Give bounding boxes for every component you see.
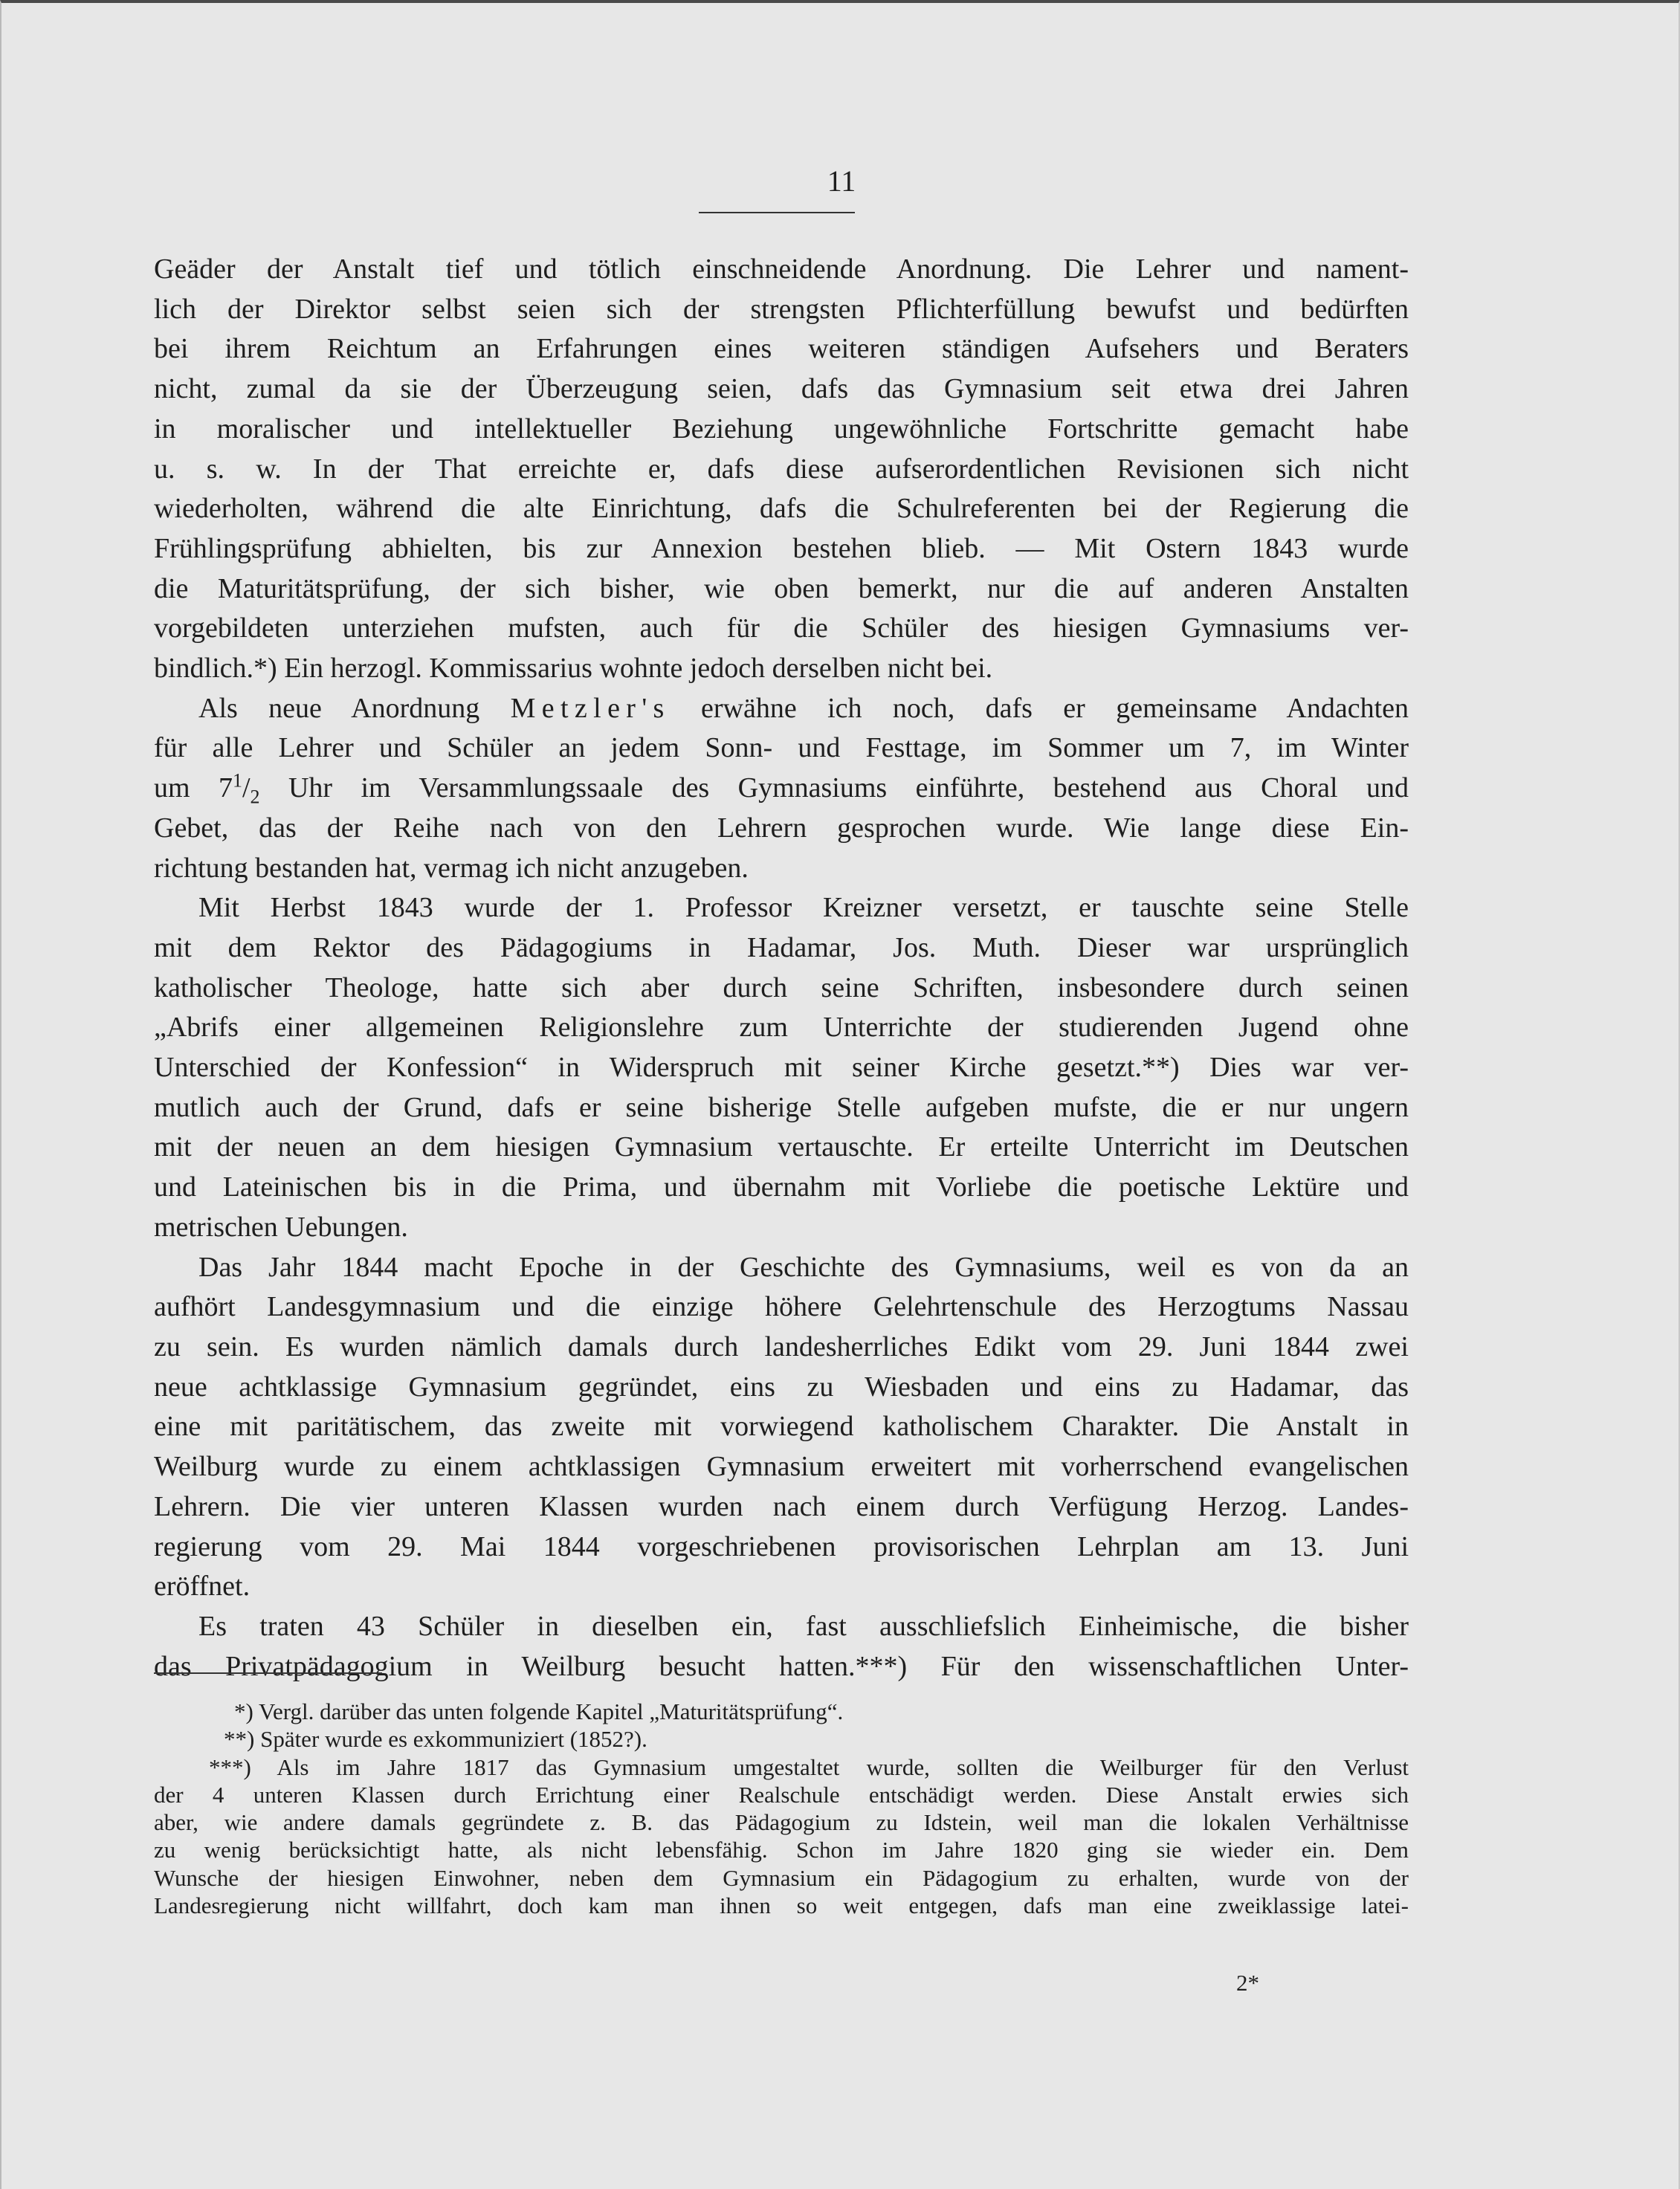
text-line: nicht, zumal da sie der Überzeugung seien, dafs das Gymnasium seit etwa drei Jahren bbox=[154, 373, 1409, 405]
text-line: metrischen Uebungen. bbox=[154, 1211, 408, 1243]
text-line: Lehrern. Die vier unteren Klassen wurden nach einem durch Verfügung Herzog. Landes- bbox=[154, 1490, 1409, 1522]
text-line: wiederholten, während die alte Einrichtung, dafs die Schulreferenten bei der Regierung die bbox=[154, 493, 1409, 525]
text-line: in moralischer und intellektueller Beziehung ungewöhnliche Fortschritte gemacht habe bbox=[154, 413, 1409, 444]
footnote-3-line: der 4 unteren Klassen durch Errichtung einer Realschule entschädigt werden. Diese Anstalt erwies sich bbox=[154, 1781, 1409, 1808]
text-line: Geäder der Anstalt tief und tötlich einschneidende Anordnung. Die Lehrer und nament- bbox=[154, 253, 1409, 285]
text-line: Es traten 43 Schüler in dieselben ein, fast ausschliefslich Einheimische, die bisher bbox=[198, 1610, 1409, 1642]
text-line: zu sein. Es wurden nämlich damals durch landesherrliches Edikt vom 29. Juni 1844 zwei bbox=[154, 1330, 1409, 1362]
text-line: das Privatpädagogium in Weilburg besucht hatten.***) Für den wissenschaftlichen Unter- bbox=[154, 1650, 1409, 1682]
text-line: richtung bestanden hat, vermag ich nicht anzugeben. bbox=[154, 852, 749, 884]
footnote-3-line: Landesregierung nicht willfahrt, doch kam man ihnen so weit entgegen, dafs man eine zweiklassige latei- bbox=[154, 1892, 1409, 1919]
text-line: die Maturitätsprüfung, der sich bisher, wie oben bemerkt, nur die auf anderen Anstalten bbox=[154, 572, 1409, 604]
footnote-2: **) Später wurde es exkommuniziert (1852?). bbox=[224, 1726, 647, 1753]
line-rest: Uhr im Versammlungssaale des Gymnasiums einführte, bestehend aus Choral und bbox=[288, 772, 1409, 804]
text-line: eine mit paritätischem, das zweite mit vorwiegend katholischem Charakter. Die Anstalt in bbox=[154, 1411, 1409, 1443]
fraction-denominator: 2 bbox=[250, 786, 260, 808]
line-prefix: um 7 bbox=[154, 772, 233, 804]
text-line: bindlich.*) Ein herzogl. Kommissarius wohnte jedoch derselben nicht bei. bbox=[154, 653, 993, 685]
text-line: und Lateinischen bis in die Prima, und übernahm mit Vorliebe die poetische Lektüre und bbox=[154, 1171, 1409, 1203]
text-line: Weilburg wurde zu einem achtklassigen Gymnasium erweitert mit vorherrschend evangelischen bbox=[154, 1451, 1409, 1483]
footnotes bbox=[154, 1698, 1409, 1919]
footnote-1: *) Vergl. darüber das unten folgende Kapitel „Maturitätsprüfung“. bbox=[234, 1698, 844, 1724]
text-line: für alle Lehrer und Schüler an jedem Sonn- und Festtage, im Sommer um 7, im Winter bbox=[154, 732, 1409, 764]
signature-mark: 2* bbox=[1236, 1970, 1259, 1996]
text-line: „Abrifs einer allgemeinen Religionslehre zum Unterrichte der studierenden Jugend ohne bbox=[154, 1012, 1409, 1044]
text-line: mit dem Rektor des Pädagogiums in Hadamar, Jos. Muth. Dieser war ursprünglich bbox=[154, 931, 1409, 963]
text-line: vorgebildeten unterziehen mufsten, auch für die Schüler des hiesigen Gymnasiums ver- bbox=[154, 612, 1409, 644]
text-line-fraction bbox=[154, 769, 1409, 809]
text-line: Als neue Anordnung Metzler's erwähne ich noch, dafs er gemeinsame Andachten bbox=[198, 692, 1409, 724]
page-number: 11 bbox=[827, 164, 856, 198]
footnote-3-line: aber, wie andere damals gegründete z. B. das Pädagogium zu Idstein, weil man die lokalen Verhältnisse bbox=[154, 1809, 1409, 1836]
main-text bbox=[154, 250, 1409, 1687]
text-line: aufhört Landesgymnasium und die einzige höhere Gelehrtenschule des Herzogtums Nassau bbox=[154, 1291, 1409, 1323]
text-line: Mit Herbst 1843 wurde der 1. Professor Kreizner versetzt, er tauschte seine Stelle bbox=[198, 892, 1409, 924]
header-rule bbox=[699, 212, 855, 213]
text-line: bei ihrem Reichtum an Erfahrungen eines weiteren ständigen Aufsehers und Beraters bbox=[154, 333, 1409, 365]
fraction-slash: / bbox=[242, 772, 251, 804]
footnote-3-line: zu wenig berücksichtigt hatte, als nicht lebensfähig. Schon im Jahre 1820 ging sie wieder ein. Dem bbox=[154, 1837, 1409, 1863]
text-line: katholischer Theologe, hatte sich aber durch seine Schriften, insbesondere durch seinen bbox=[154, 971, 1409, 1003]
text-line: u. s. w. In der That erreichte er, dafs diese aufserordentlichen Revisionen sich nicht bbox=[154, 453, 1409, 485]
footnote-rule bbox=[154, 1672, 382, 1674]
text-line: mit der neuen an dem hiesigen Gymnasium vertauschte. Er erteilte Unterricht im Deutschen bbox=[154, 1131, 1409, 1163]
spaced-name: Metzler's bbox=[510, 692, 671, 724]
text-line: mutlich auch der Grund, dafs er seine bisherige Stelle aufgeben mufste, die er nur ungern bbox=[154, 1091, 1409, 1123]
text-line: eröffnet. bbox=[154, 1571, 251, 1603]
text-line: Unterschied der Konfession“ in Widerspruch mit seiner Kirche gesetzt.**) Dies war ver- bbox=[154, 1052, 1409, 1084]
fraction-numerator: 1 bbox=[232, 769, 242, 792]
footnote-3: ***) Als im Jahre 1817 das Gymnasium umgestaltet wurde, sollten die Weilburger für den Verlust bbox=[209, 1753, 1409, 1780]
text-line: lich der Direktor selbst seien sich der strengsten Pflichterfüllung bewufst und bedürften bbox=[154, 293, 1409, 325]
text-line: Das Jahr 1844 macht Epoche in der Geschichte des Gymnasiums, weil es von da an bbox=[198, 1251, 1409, 1283]
text-line: Gebet, das der Reihe nach von den Lehrern gesprochen wurde. Wie lange diese Ein- bbox=[154, 812, 1409, 844]
text-line: regierung vom 29. Mai 1844 vorgeschriebenen provisorischen Lehrplan am 13. Juni bbox=[154, 1530, 1409, 1562]
footnote-3-line: Wunsche der hiesigen Einwohner, neben dem Gymnasium ein Pädagogium zu erhalten, wurde von der bbox=[154, 1864, 1409, 1891]
text-line: Frühlingsprüfung abhielten, bis zur Annexion bestehen blieb. — Mit Ostern 1843 wurde bbox=[154, 532, 1409, 564]
text-line: neue achtklassige Gymnasium gegründet, eins zu Wiesbaden und eins zu Hadamar, das bbox=[154, 1371, 1409, 1403]
